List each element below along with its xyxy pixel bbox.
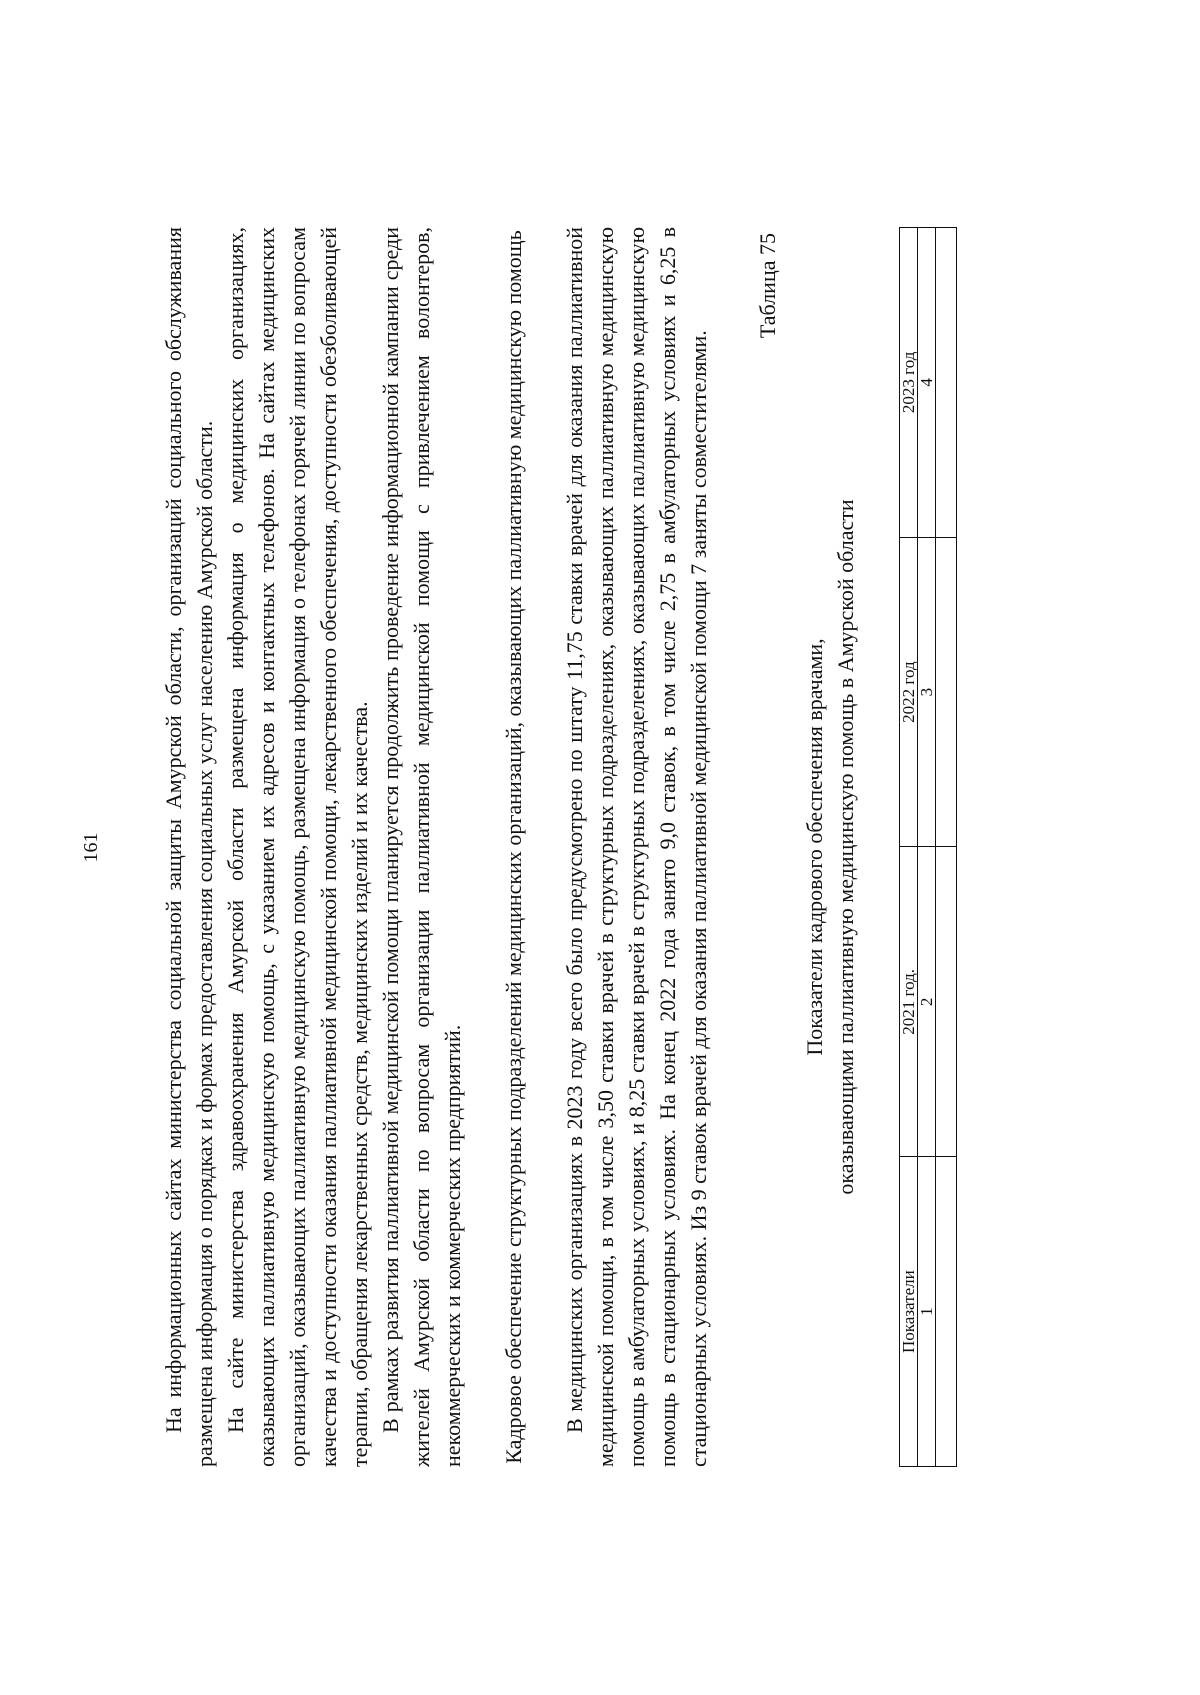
page-number: 161 [80,832,102,863]
table-title-line-2: оказывающими паллиативную медицинскую помощь в Амурской области [833,499,858,1195]
table-empty-row [936,228,957,1467]
table-header-cell: 2022 год [900,537,918,847]
table-title [799,227,861,1467]
document-body [158,227,957,1467]
table-column-number: 4 [918,228,936,538]
paragraph-information-campaign: В рамках развития паллиативной медицинской помощи планируется продолжить проведение информационной кампании среди жителей Амурской области по вопросам организации паллиативной медицинской помощи с привлечением волонтеров, некоммерческих и коммерческих предприятий. [378,227,465,1467]
table-cell [936,847,957,1157]
paragraph-staffing: В медицинских организациях в 2023 году всего было предусмотрено по штату 11,75 ставки врачей для оказания паллиативной медицинской помощи, в том числе 3,50 ставки врачей в структурных подразделениях, оказывающих паллиативную медицинскую помощь в амбулаторных условиях, и 8,25 ставки врачей в структурных подразделениях, оказывающих паллиативную медицинскую помощь в стационарных условиях. На конец 2022 года занято 9,0 ставок, в том числе 2,75 в амбулаторных условиях и 6,25 в стационарных условиях. Из 9 ставок врачей для оказания паллиативной медицинской помощи 7 заняты совместителями. [562,227,711,1467]
staffing-table [899,227,957,1467]
table-column-number: 2 [918,847,936,1157]
table-cell [936,1157,957,1467]
table-cell [936,537,957,847]
table-cell [936,228,957,538]
paragraph-social-protection: На информационных сайтах министерства социальной защиты Амурской области, организаций социального обслуживания размещена информация о порядках и формах предоставления социальных услуг населению Амурской области. [161,227,217,1467]
table-header-cell: Показатели [900,1157,918,1467]
table-caption: Таблица 75 [755,233,780,339]
table-number-row [918,228,936,1467]
table-header-cell: 2021 год. [900,847,918,1157]
section-heading: Кадровое обеспечение структурных подразделений медицинских организаций, оказывающих паллиативную медицинскую помощь [501,230,526,1464]
table-header-cell: 2023 год [900,228,918,538]
table-column-number: 3 [918,537,936,847]
table-column-number: 1 [918,1157,936,1467]
table-header-row [900,228,918,1467]
table-title-line-1: Показатели кадрового обеспечения врачами, [802,638,827,1056]
paragraph-health-ministry-site: На сайте министерства здравоохранения Амурской области размещена информация о медицинских организациях, оказывающих паллиативную медицинскую помощь, с указанием их адресов и контактных телефонов. На сайтах медицинских организаций, оказывающих паллиативную медицинскую помощь, размещена информация о телефонах горячей линии по вопросам качества и доступности оказания паллиативной медицинской помощи, лекарственного обеспечения, доступности обезболивающей терапии, обращения лекарственных средств, медицинских изделий и их качества. [223,227,372,1467]
